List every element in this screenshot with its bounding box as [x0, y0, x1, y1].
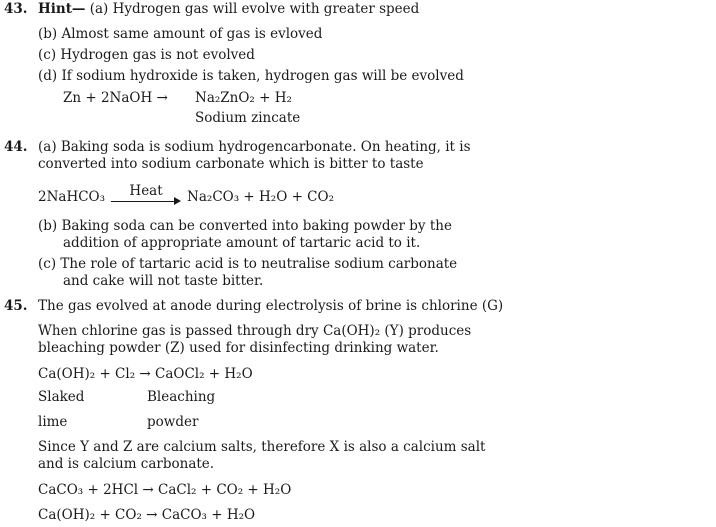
- q44-option-a-line2: converted into sodium carbonate which is bitter to taste: [38, 156, 424, 172]
- q44-option-c-line1: (c) The role of tartaric acid is to neutralise sodium carbonate: [38, 256, 458, 272]
- q43-hint-label: Hint—: [38, 1, 86, 17]
- q45-label-bleaching: Bleaching: [147, 389, 216, 405]
- q44-option-b-line2: addition of appropriate amount of tartaric acid to it.: [63, 235, 421, 251]
- q45-line-1: The gas evolved at anode during electrolysis of brine is chlorine (G): [38, 298, 504, 314]
- q43-line-a: [38, 1, 419, 18]
- q45-line-4: Since Y and Z are calcium salts, therefore X is also a calcium salt: [38, 439, 486, 455]
- q45-equation-3: Ca(OH)₂ + CO₂ → CaCO₃ + H₂O: [38, 507, 256, 523]
- q45-line-2: When chlorine gas is passed through dry Ca(OH)₂ (Y) produces: [38, 323, 472, 339]
- question-number-43: 43.: [4, 1, 28, 17]
- q43-option-c: (c) Hydrogen gas is not evolved: [38, 47, 255, 63]
- q43-option-d: (d) If sodium hydroxide is taken, hydrogen gas will be evolved: [38, 68, 464, 84]
- q45-label-slaked: Slaked: [38, 389, 85, 405]
- q45-label-lime: lime: [38, 414, 68, 430]
- q44-equation: [38, 183, 334, 206]
- q43-equation-note: Sodium zincate: [195, 110, 301, 126]
- q45-line-5: and is calcium carbonate.: [38, 456, 215, 472]
- q44-equation-lhs: 2NaHCO₃: [38, 189, 106, 205]
- q43-option-a: (a) Hydrogen gas will evolve with greater speed: [89, 1, 420, 17]
- q44-option-a-line1: (a) Baking soda is sodium hydrogencarbonate. On heating, it is: [38, 139, 471, 155]
- question-number-45: 45.: [4, 298, 28, 314]
- q45-label-powder: powder: [147, 414, 199, 430]
- question-number-44: 44.: [4, 139, 28, 155]
- q45-equation-1: Ca(OH)₂ + Cl₂ → CaOCl₂ + H₂O: [38, 366, 253, 382]
- q43-equation-rhs: Na₂ZnO₂ + H₂: [195, 90, 292, 106]
- q44-option-b-line1: (b) Baking soda can be converted into baking powder by the: [38, 218, 452, 234]
- q44-equation-rhs: Na₂CO₃ + H₂O + CO₂: [187, 189, 334, 205]
- reaction-arrow: [111, 183, 181, 206]
- q43-option-b: (b) Almost same amount of gas is evloved: [38, 26, 323, 42]
- q43-equation-lhs: Zn + 2NaOH →: [63, 90, 168, 106]
- q45-equation-2: CaCO₃ + 2HCl → CaCl₂ + CO₂ + H₂O: [38, 482, 292, 498]
- q45-line-3: bleaching powder (Z) used for disinfecting drinking water.: [38, 340, 439, 356]
- q44-option-c-line2: and cake will not taste bitter.: [63, 273, 264, 289]
- reaction-arrow-label: Heat: [129, 183, 163, 199]
